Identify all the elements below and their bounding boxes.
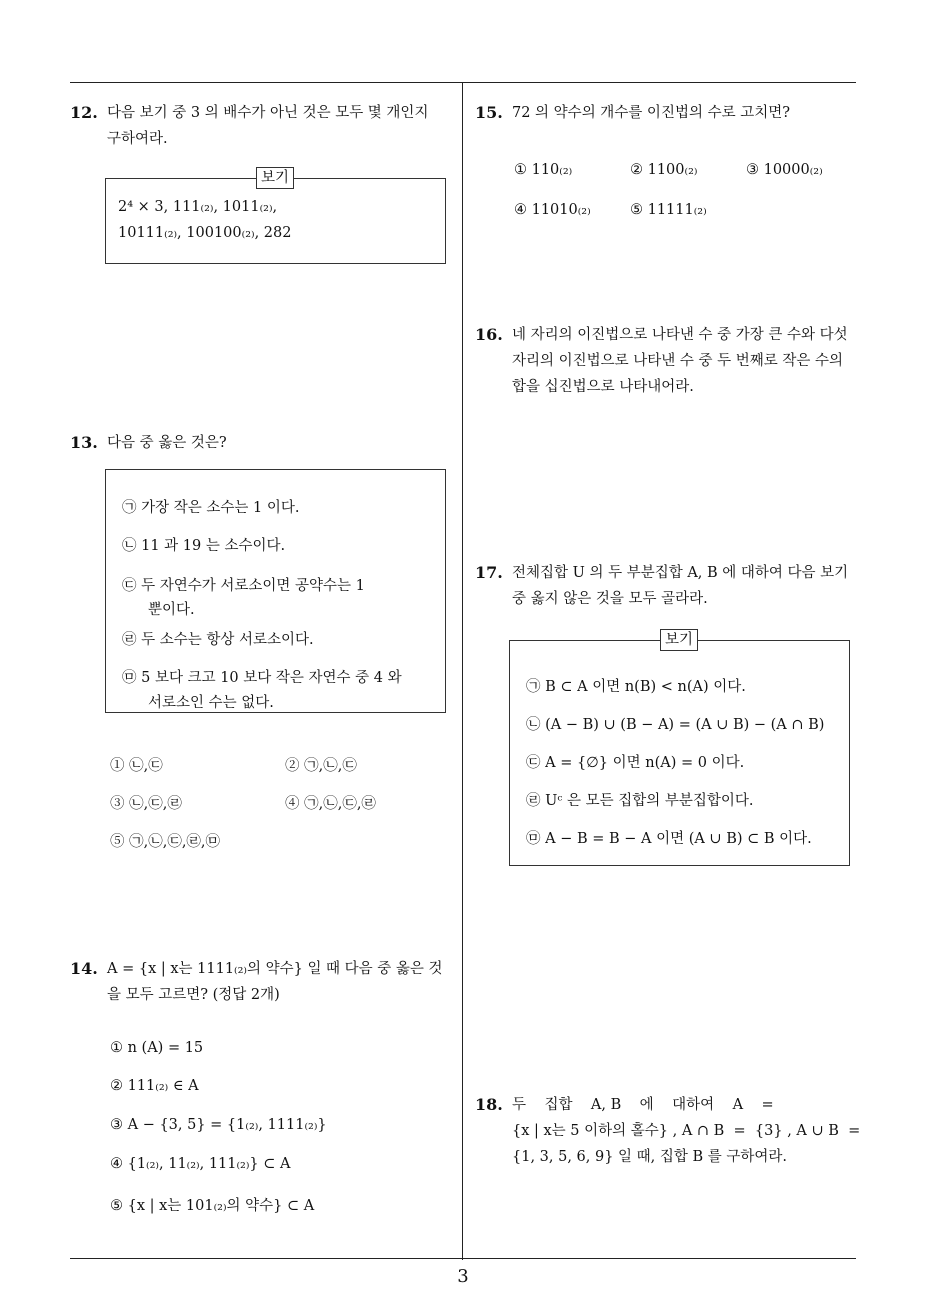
statement-item: ㉢ 두 자연수가 서로소이면 공약수는 1 — [122, 578, 365, 594]
choice-2[interactable]: ② 111₍₂₎ ∈ A — [110, 1078, 199, 1094]
choice-4[interactable]: ④ {1₍₂₎, 11₍₂₎, 111₍₂₎} ⊂ A — [110, 1156, 291, 1172]
example-line: 10111₍₂₎, 100100₍₂₎, 282 — [118, 225, 292, 241]
question-number: 13. — [70, 433, 98, 452]
question-15 — [475, 100, 860, 126]
question-16 — [475, 322, 860, 400]
question-text: 다음 중 옳은 것은? — [107, 435, 227, 451]
column-divider — [462, 83, 463, 1260]
bottom-rule — [70, 1258, 856, 1259]
statement-item: ㉠ 가장 작은 소수는 1 이다. — [122, 500, 300, 516]
statement-item: ㉣ Uᶜ 은 모든 집합의 부분집합이다. — [526, 793, 754, 809]
statement-item: ㉤ 5 보다 크고 10 보다 작은 자연수 중 4 와 — [122, 670, 402, 686]
question-text: A = {x | x는 1111₍₂₎의 약수} 일 때 다음 중 옳은 것 을 모두 고르면? (정답 2개) — [107, 961, 443, 1003]
statement-item: 뿐이다. — [148, 602, 195, 618]
choice-4[interactable]: ④ 11010₍₂₎ — [514, 202, 591, 218]
choice-2[interactable]: ② 1100₍₂₎ — [630, 162, 698, 178]
statement-item: ㉡ 11 과 19 는 소수이다. — [122, 538, 286, 554]
question-number: 15. — [475, 103, 503, 122]
statement-box-13 — [105, 469, 446, 713]
question-text: 전체집합 U 의 두 부분집합 A, B 에 대하여 다음 보기 중 옳지 않은 것을 모두 골라라. — [512, 565, 849, 607]
question-18 — [475, 1092, 860, 1170]
example-box-label: 보기 — [660, 629, 698, 651]
statement-item: 서로소인 수는 없다. — [148, 695, 274, 711]
choice-4[interactable]: ④ ㉠,㉡,㉢,㉣ — [285, 796, 376, 812]
question-text: 다음 보기 중 3 의 배수가 아닌 것은 모두 몇 개인지 구하여라. — [107, 105, 429, 147]
statement-item: ㉢ A = {∅} 이면 n(A) = 0 이다. — [526, 755, 745, 771]
example-box-12 — [105, 170, 446, 264]
statement-item: ㉣ 두 소수는 항상 서로소이다. — [122, 632, 314, 648]
question-text: 네 자리의 이진법으로 나타낸 수 중 가장 큰 수와 다섯 자리의 이진법으로 나타낸 수 중 두 번째로 작은 수의 합을 십진법으로 나타내어라. — [512, 327, 848, 395]
top-rule — [70, 82, 856, 83]
choice-1[interactable]: ① 110₍₂₎ — [514, 162, 573, 178]
choice-3[interactable]: ③ A − {3, 5} = {1₍₂₎, 1111₍₂₎} — [110, 1117, 327, 1133]
question-number: 18. — [475, 1095, 503, 1114]
question-14 — [70, 956, 460, 1008]
question-number: 12. — [70, 103, 98, 122]
example-line: 2⁴ × 3, 111₍₂₎, 1011₍₂₎, — [118, 199, 278, 215]
statement-item: ㉤ A − B = B − A 이면 (A ∪ B) ⊂ B 이다. — [526, 831, 812, 847]
question-text: 두 집합 A, B 에 대하여 A = {x | x는 5 이하의 홀수} , A ∩ B = {3} , A ∪ B = {1, 3, 5, 6, 9} 일 때, 집합 B 를 구하여라. — [512, 1097, 861, 1165]
choice-1[interactable]: ① n (A) = 15 — [110, 1040, 204, 1056]
question-13 — [70, 430, 460, 456]
choice-2[interactable]: ② ㉠,㉡,㉢ — [285, 758, 357, 774]
choice-5[interactable]: ⑤ {x | x는 101₍₂₎의 약수} ⊂ A — [110, 1198, 315, 1214]
question-17 — [475, 560, 860, 612]
question-12 — [70, 100, 460, 152]
choice-3[interactable]: ③ ㉡,㉢,㉣ — [110, 796, 182, 812]
question-number: 16. — [475, 325, 503, 344]
example-box-17 — [509, 632, 850, 866]
choice-3[interactable]: ③ 10000₍₂₎ — [746, 162, 823, 178]
example-box-label: 보기 — [256, 167, 294, 189]
question-number: 14. — [70, 959, 98, 978]
choice-5[interactable]: ⑤ 11111₍₂₎ — [630, 202, 707, 218]
page-number: 3 — [457, 1266, 469, 1287]
question-number: 17. — [475, 563, 503, 582]
statement-item: ㉠ B ⊂ A 이면 n(B) < n(A) 이다. — [526, 679, 746, 695]
statement-item: ㉡ (A − B) ∪ (B − A) = (A ∪ B) − (A ∩ B) — [526, 717, 825, 733]
choice-1[interactable]: ① ㉡,㉢ — [110, 758, 163, 774]
choice-5[interactable]: ⑤ ㉠,㉡,㉢,㉣,㉤ — [110, 834, 221, 850]
question-text: 72 의 약수의 개수를 이진법의 수로 고치면? — [512, 105, 790, 121]
